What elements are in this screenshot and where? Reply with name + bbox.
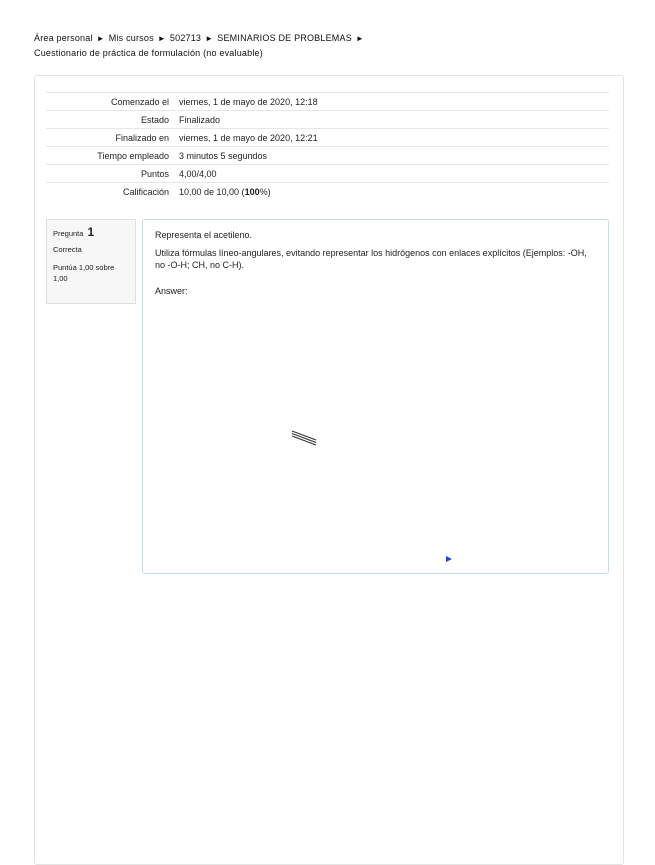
- grade-suffix: %): [259, 186, 271, 197]
- quiz-summary-table: [46, 92, 609, 200]
- separator-icon: ►: [355, 34, 365, 43]
- separator-icon: ►: [96, 34, 105, 43]
- summary-value: 4,00/4,00: [175, 165, 609, 183]
- summary-value: [175, 183, 609, 201]
- answer-label: Answer:: [155, 286, 188, 296]
- breadcrumb: [34, 31, 594, 61]
- separator-icon: ►: [205, 34, 214, 43]
- question-info: [46, 219, 136, 304]
- table-row: [46, 129, 609, 147]
- summary-value: Finalizado: [175, 111, 609, 129]
- question-number: Pregunta 1: [53, 225, 95, 239]
- question-text: Representa el acetileno.: [155, 230, 253, 240]
- table-row: [46, 165, 609, 183]
- table-row: [46, 147, 609, 165]
- breadcrumb-item-area-personal[interactable]: Área personal: [34, 33, 93, 43]
- grade-percent: 100: [244, 186, 260, 197]
- breadcrumb-item-course[interactable]: 502713: [169, 33, 202, 43]
- summary-value: 3 minutos 5 segundos: [175, 147, 609, 165]
- play-icon[interactable]: [446, 556, 452, 562]
- summary-label: Comenzado el: [46, 93, 175, 111]
- summary-label: Puntos: [46, 165, 175, 183]
- breadcrumb-item-mis-cursos[interactable]: Mis cursos: [108, 33, 154, 43]
- summary-value: viernes, 1 de mayo de 2020, 12:21: [175, 129, 609, 147]
- summary-label: Calificación: [46, 183, 175, 201]
- summary-label: Tiempo empleado: [46, 147, 175, 165]
- triple-bond-icon: [290, 428, 320, 446]
- table-row: [46, 111, 609, 129]
- question-state: Correcta: [53, 245, 82, 254]
- summary-label: Finalizado en: [46, 129, 175, 147]
- question-grade: Puntúa 1,00 sobre 1,00: [53, 263, 115, 283]
- table-row: [46, 183, 609, 201]
- breadcrumb-item-quiz[interactable]: Cuestionario de práctica de formulación (no evaluable): [34, 48, 263, 58]
- summary-label: Estado: [46, 111, 175, 129]
- breadcrumb-item-seminarios[interactable]: SEMINARIOS DE PROBLEMAS: [217, 33, 352, 43]
- molecule-editor[interactable]: [150, 320, 590, 550]
- summary-value: viernes, 1 de mayo de 2020, 12:18: [175, 93, 609, 111]
- separator-icon: ►: [157, 34, 166, 43]
- table-row: [46, 93, 609, 111]
- question-instructions: Utiliza fórmulas líneo-angulares, evitando representar los hidrógenos con enlaces explícitos (Ejemplos: -OH, no -O-H; CH, no C-H).: [155, 248, 587, 270]
- grade-prefix: 10,00 de 10,00 (: [179, 186, 245, 197]
